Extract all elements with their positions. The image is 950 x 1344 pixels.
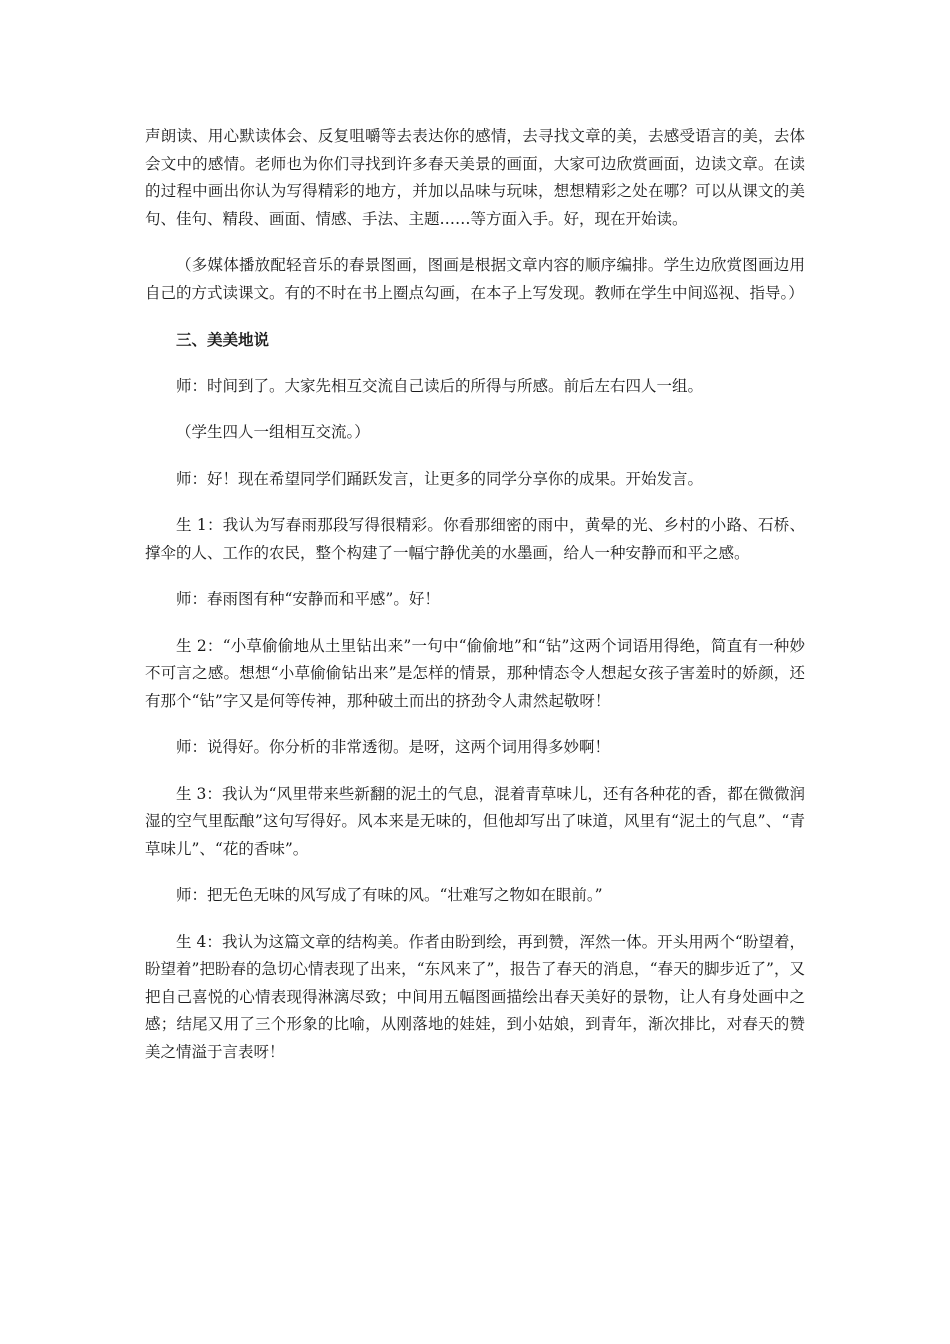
paragraph-teacher-4: 师：说得好。你分析的非常透彻。是呀，这两个词用得多妙啊！ (176, 738, 611, 756)
paragraph-teacher-3: 师：春雨图有种“安静而和平感”。好！ (176, 590, 440, 608)
paragraph-student-3: 生 3：我认为“风里带来些新翻的泥土的气息，混着青草味儿，还有各种花的香，都在微微润湿的空气里酝酿”这句写得好。风本来是无味的，但他却写出了味道，风里有“泥土的气息”、“青草味儿”、“花的香味”。 (145, 784, 805, 858)
paragraph-student-group-note: （学生四人一组相互交流。） (176, 423, 370, 441)
paragraph-teacher-2: 师：好！现在希望同学们踊跃发言，让更多的同学分享你的成果。开始发言。 (176, 469, 704, 488)
paragraph-multimedia-note: （多媒体播放配轻音乐的春景图画，图画是根据文章内容的顺序编排。学生边欣赏图画边用自己的方式读课文。有的不时在书上圈点勾画，在本子上写发现。教师在学生中间巡视、指导。） (145, 256, 805, 302)
section-heading-speak: 三、美美地说 (176, 330, 270, 349)
paragraph-student-2: 生 2：“小草偷偷地从土里钻出来”一句中“偷偷地”和“钻”这两个词语用得绝，简直有一种妙不可言之感。想想“小草偷偷钻出来”是怎样的情景，那种情态令人想起女孩子害羞时的娇颜，还有那个“钻”字又是何等传神，那种破土而出的挤劲令人肃然起敬呀！ (145, 636, 805, 710)
paragraph-1: 声朗读、用心默读体会、反复咀嚼等去表达你的感情，去寻找文章的美，去感受语言的美，去体会文中的感情。老师也为你们寻找到许多春天美景的画面，大家可边欣赏画面，边读文章。在读的过程中画出你认为写得精彩的地方，并加以品味与玩味，想想精彩之处在哪？可以从课文的美句、佳句、精段、画面、情感、手法、主题……等方面入手。好，现在开始读。 (145, 127, 805, 228)
paragraph-student-1: 生 1：我认为写春雨那段写得很精彩。你看那细密的雨中，黄晕的光、乡村的小路、石桥、撑伞的人、工作的农民，整个构建了一幅宁静优美的水墨画，给人一种安静而和平之感。 (145, 516, 805, 562)
paragraph-teacher-5: 师：把无色无味的风写成了有味的风。“壮难写之物如在眼前。” (176, 886, 603, 904)
paragraph-teacher-1: 师：时间到了。大家先相互交流自己读后的所得与所感。前后左右四人一组。 (176, 376, 704, 395)
paragraph-student-4: 生 4：我认为这篇文章的结构美。作者由盼到绘，再到赞，浑然一体。开头用两个“盼望着，盼望着”把盼春的急切心情表现了出来，“东风来了”，报告了春天的消息，“春天的脚步近了”，又把自己喜悦的心情表现得淋漓尽致；中间用五幅图画描绘出春天美好的景物，让人有身处画中之感；结尾又用了三个形象的比喻，从刚落地的娃娃，到小姑娘，到青年，渐次排比，对春天的赞美之情溢于言表呀！ (145, 932, 805, 1061)
document-page (145, 123, 805, 1085)
